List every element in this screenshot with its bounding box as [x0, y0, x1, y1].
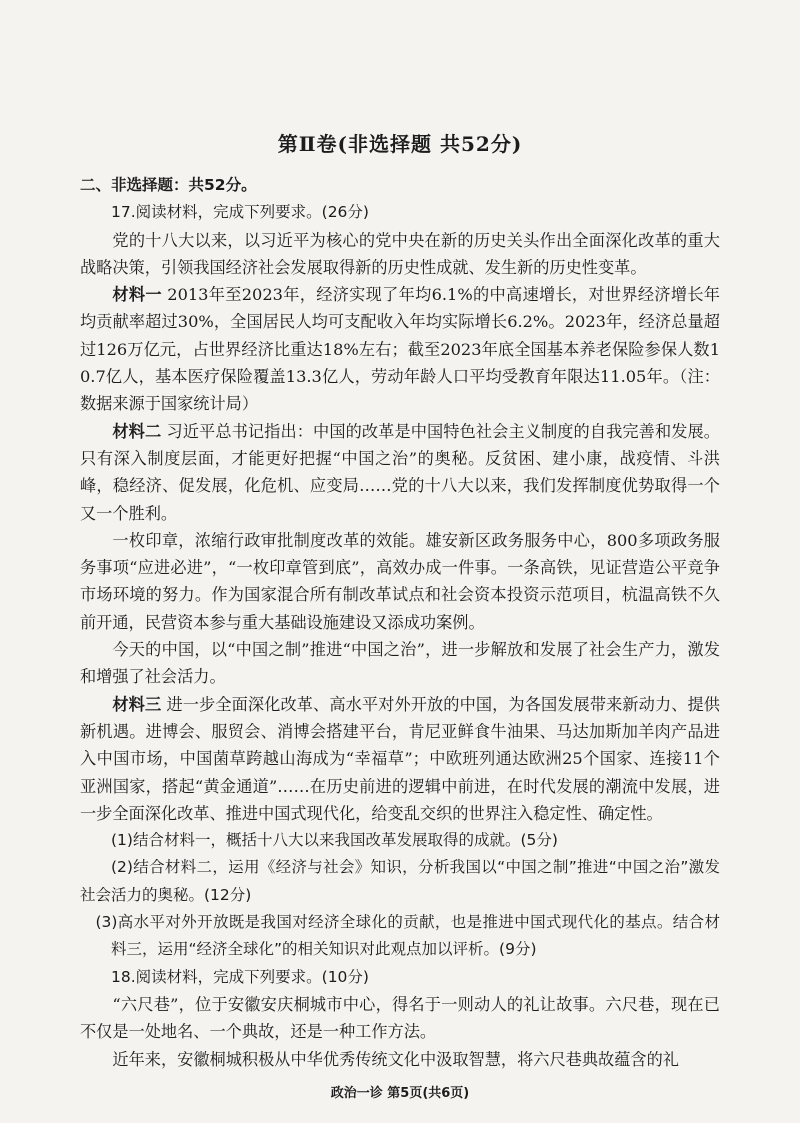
page-content	[80, 172, 720, 1073]
question-17-sub-1: (1)结合材料一，概括十八大以来我国改革发展取得的成就。(5分)	[111, 831, 558, 850]
material-1-label: 材料一	[112, 285, 162, 305]
material-2-paragraph-3: 今天的中国，以“中国之制”推进“中国之治”，进一步解放和发展了社会生产力，激发和增强了社会活力。	[80, 640, 720, 687]
page-title: 第Ⅱ卷(非选择题 共52分)	[277, 132, 523, 156]
material-2	[80, 418, 720, 527]
material-3	[80, 691, 720, 827]
material-1-text: 2013年至2023年，经济实现了年均6.1%的中高速增长，对世界经济增长年均贡献率超过30%，全国居民人均可支配收入年均实际增长6.2%。2023年，经济总量超过126万亿元，占世界经济比重达18%左右；截至2023年底全国基本养老保险参保人数10.7亿人，基本医疗保险覆盖13.3亿人，劳动年龄人口平均受教育年限达11.05年。（注：数据来源于国家统计局）	[80, 285, 720, 414]
material-2-text: 习近平总书记指出：中国的改革是中国特色社会主义制度的自我完善和发展。只有深入制度层面，才能更好把握“中国之治”的奥秘。反贫困、建小康，战疫情、斗洪峰，稳经济、促发展，化危机、应变局……党的十八大以来，我们发挥制度优势取得一个又一个胜利。	[80, 421, 720, 523]
question-18-prompt: 18.阅读材料，完成下列要求。(10分)	[111, 967, 369, 986]
material-2-label: 材料二	[112, 421, 162, 441]
material-2-paragraph-2: 一枚印章，浓缩行政审批制度改革的效能。雄安新区政务服务中心，800多项政务服务事项“应进必进”，“一枚印章管到底”，高效办成一件事。一条高铁，见证营造公平竞争市场环境的努力。作为国家混合所有制改革试点和社会资本投资示范项目，杭温高铁不久前开通，民营资本参与重大基础设施建设又添成功案例。	[80, 530, 720, 632]
material-3-text: 进一步全面深化改革、高水平对外开放的中国，为各国发展带来新动力、提供新机遇。进博会、服贸会、消博会搭建平台，肯尼亚鲜食牛油果、马达加斯加羊肉产品进入中国市场，中国菌草跨越山海成为“幸福草”；中欧班列通达欧洲25个国家、连接11个亚洲国家，搭起“黄金通道”……在历史前进的逻辑中前进，在时代发展的潮流中发展，进一步全面深化改革、推进中国式现代化，给变乱交织的世界注入稳定性、确定性。	[80, 694, 720, 823]
page-footer: 政治一诊 第5页(共6页)	[330, 1086, 470, 1101]
question-18-paragraph-1: “六尺巷”，位于安徽安庆桐城市中心，得名于一则动人的礼让故事。六尺巷，现在已不仅是一处地名、一个典故，还是一种工作方法。	[80, 994, 720, 1042]
material-3-label: 材料三	[112, 694, 162, 714]
material-1	[80, 281, 720, 417]
question-17-intro: 党的十八大以来，以习近平为核心的党中央在新的历史关头作出全面深化改革的重大战略决策，引领我国经济社会发展取得新的历史性成就、发生新的历史性变革。	[80, 230, 720, 277]
question-17-sub-2: (2)结合材料二，运用《经济与社会》知识，分析我国以“中国之制”推进“中国之治”激发社会活力的奥秘。(12分)	[80, 858, 720, 904]
question-17-prompt: 17.阅读材料，完成下列要求。(26分)	[111, 203, 369, 222]
question-18-paragraph-2: 近年来，安徽桐城积极从中华优秀传统文化中汲取智慧，将六尺巷典故蕴含的礼	[112, 1049, 679, 1069]
section-heading: 二、非选择题：共52分。	[80, 176, 257, 194]
question-17-sub-3: (3)高水平对外开放既是我国对经济全球化的贡献，也是推进中国式现代化的基点。结合材料三，运用“经济全球化”的相关知识对此观点加以评析。(9分)	[95, 913, 720, 959]
